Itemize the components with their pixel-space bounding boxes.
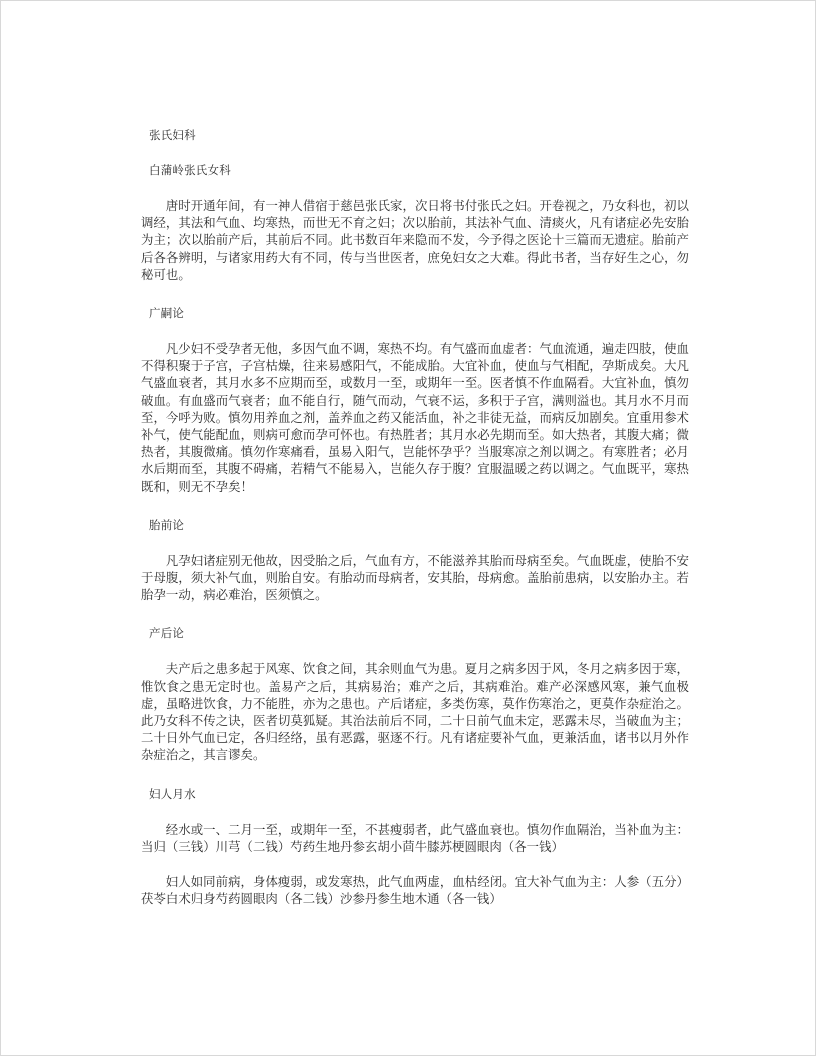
section-heading-baipuling: 白蒲岭张氏女科 [149, 163, 231, 177]
document-content [141, 127, 689, 907]
section-heading-taiqianlun: 胎前论 [149, 517, 185, 532]
paragraph-furenyueshui-2: 妇人如同前病，身体瘦弱，或发寒热，此气血两虚，血枯经闭。宜大补气血为主：人参（五分）茯苓白术归身芍药圆眼肉（各二钱）沙参丹参生地木通（各一钱） [141, 874, 689, 907]
section-heading-chanhoulun: 产后论 [149, 626, 185, 641]
section-heading-guangsilun: 广嗣论 [149, 306, 185, 321]
paragraph-guangsilun-1: 凡少妇不受孕者无他，多因气血不调，寒热不均。有气盛而血虚者：气血流通，遍走四肢，使血不得积聚于子宫，子宫枯燥，往来易感阳气，不能成胎。大宜补血，使血与气相配，孕斯成矣。大凡气盛血衰者，其月水多不应期而至，或数月一至，或期年一至。医者慎不作血隔看。大宜补血，慎勿破血。有血盛而气衰者；血不能自行，随气而动，气衰不运，多积于子宫，满则溢也。其月水不月而至，今呼为败。慎勿用养血之剂，盖养血之药又能活血，补之非徒无益，而病反加剧矣。宜重用参术补气，使气能配血，则病可愈而孕可怀也。有热胜者；其月水必先期而至。如大热者，其腹大痛；微热者，其腹微痛。慎勿作寒痛看，虽易入阳气，岂能怀孕乎？当服寒凉之剂以调之。有寒胜者；必月水后期而至，其腹不碍痛，若精气不能易入，岂能久存于腹？宜服温暖之药以调之。气血既平，寒热既和，则无不孕矣！ [141, 341, 689, 494]
paragraph-furenyueshui-1: 经水或一、二月一至，或期年一至，不甚瘦弱者，此气盛血衰也。慎勿作血隔治，当补血为主：当归（三钱）川芎（二钱）芍药生地丹参玄胡小茴牛膝苏梗圆眼肉（各一钱） [141, 821, 689, 854]
paragraph-chanhoulun-1: 夫产后之患多起于风寒、饮食之间，其余则血气为患。夏月之病多因于风，冬月之病多因于寒，惟饮食之患无定时也。盖易产之后，其病易治；难产之后，其病难治。难产必深感风寒，兼气血极虚，虽略进饮食，力不能胜，亦为之患也。产后诸症，多类伤寒，莫作伤寒治之，更莫作杂症治之。此乃女科不传之诀，医者切莫狐疑。其治法前后不同，二十日前气血未定，恶露未尽，当破血为主；二十日外气血已定，各归经络，虽有恶露，驱逐不行。凡有诸症要补气血，更兼活血，诸书以月外作杂症治之，其言谬矣。 [141, 661, 689, 763]
paragraph-baipuling-1: 唐时开通年间，有一神人借宿于慈邑张氏家，次日将书付张氏之妇。开卷视之，乃女科也，初以调经，其法和气血、均寒热，而世无不育之妇；次以胎前，其法补气血、清痰火，凡有诸症必先安胎为主；次以胎前产后，其前后不同。此书数百年来隐而不发，今予得之医论十三篇而无遗症。胎前产后各各辨明，与诸家用药大有不同，传与当世医者，庶免妇女之大难。得此书者，当存好生之心，勿秘可也。 [141, 198, 689, 282]
paragraph-taiqianlun-1: 凡孕妇诸症别无他故，因受胎之后，气血有方，不能滋养其胎而母病至矣。气血既虚，使胎不安于母腹，须大补气血，则胎自安。有胎动而母病者，安其胎，母病愈。盖胎前患病，以安胎办主。若胎孕一动，病必难治，医须慎之。 [141, 552, 689, 603]
section-heading-furenyueshui: 妇人月水 [149, 786, 196, 801]
page-title: 张氏妇科 [149, 128, 196, 142]
